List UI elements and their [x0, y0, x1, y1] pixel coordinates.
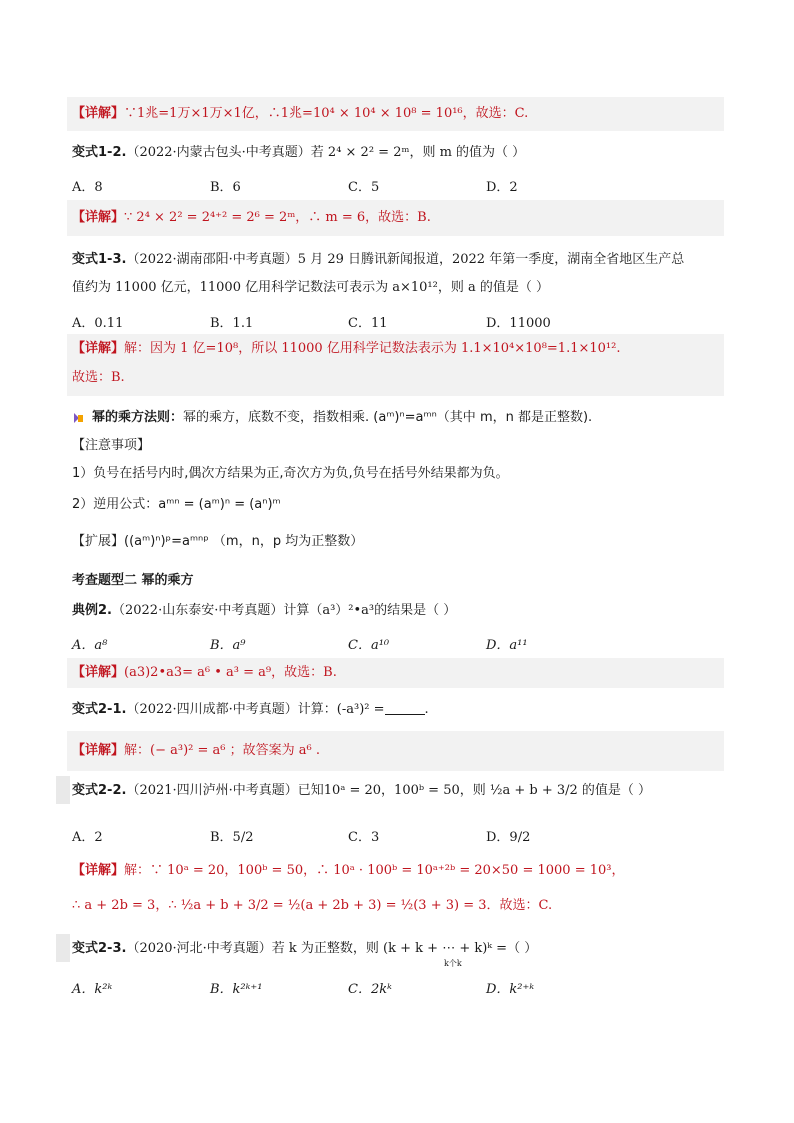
notice-item-2: 2）逆用公式：aᵐⁿ = (aᵐ)ⁿ = (aⁿ)ᵐ	[72, 497, 281, 512]
answer-block-3	[67, 334, 724, 396]
option-a: A．k²ᵏ	[72, 982, 113, 997]
rule-title: 幂的乘方法则：	[92, 410, 184, 425]
option-c: C．2kᵏ	[348, 982, 392, 997]
answer-line-6b: ∴ a + 2b = 3，∴ ½a + b + 3/2 = ½(a + 2b + 3) = ½(3 + 3) = 3．故选：C.	[72, 898, 553, 913]
question-text: （2021·四川泸州·中考真题）已知10ᵃ = 20，100ᵇ = 50，则 ½a + b + 3/2 的值是（ ）	[126, 783, 652, 798]
question-2-2	[72, 782, 724, 800]
answer-text: 解：因为 1 亿=10⁸，所以 11000 亿用科学记数法表示为 1.1×10⁴×10⁸=1.1×10¹².	[124, 341, 621, 356]
answer-text: 解：∵ 10ᵃ = 20，100ᵇ = 50，∴ 10ᵃ · 100ᵇ = 10ᵃ⁺²ᵇ = 20×50 = 1000 = 10³，	[124, 863, 625, 878]
answer-block-2	[67, 200, 724, 236]
answer-block-1	[67, 97, 724, 131]
answer-line-6	[72, 862, 724, 880]
question-1-3-line-2	[72, 279, 724, 297]
option-a: A．a⁸	[72, 638, 108, 653]
option-a: A．8	[72, 180, 103, 195]
answer-text: ∵1兆=1万×1万×1亿，∴1兆=10⁴ × 10⁴ × 10⁸ = 10¹⁶，故选：C.	[124, 106, 529, 121]
detail-tag: 【详解】	[72, 863, 125, 878]
option-a: A．0.11	[72, 316, 124, 331]
question-text: （2022·湖南邵阳·中考真题）5 月 29 日腾讯新闻报道，2022 年第一季度，湖南全省地区生产总	[126, 252, 685, 267]
side-marker	[56, 776, 70, 804]
option-d: D．11000	[486, 316, 551, 331]
answer-block-5	[67, 731, 724, 771]
notice-heading: 【注意事项】	[72, 438, 151, 453]
question-text: （2022·山东泰安·中考真题）计算（a³）²•a³的结果是（ ）	[111, 603, 457, 618]
question-1-2	[72, 144, 724, 162]
option-d: D．2	[486, 180, 518, 195]
question-text: 值约为 11000 亿元，11000 亿用科学记数法可表示为 a×10¹²，则 a 的值是（ ）	[72, 280, 549, 295]
option-b: B．5/2	[210, 830, 254, 845]
question-text: （2022·内蒙古包头·中考真题）若 2⁴ × 2² = 2ᵐ，则 m 的值为（ ）	[126, 145, 526, 160]
question-2-3	[72, 940, 724, 958]
underbrace-label: k个k	[444, 959, 462, 968]
rule-line	[74, 408, 726, 428]
option-c: C．5	[348, 180, 380, 195]
side-marker	[56, 934, 70, 962]
answer-text: 解：(− a³)² = a⁶ ；故答案为 a⁶ .	[124, 743, 320, 758]
detail-tag: 【详解】	[72, 665, 125, 680]
option-d: D．a¹¹	[486, 638, 528, 653]
answer-text: ∵ 2⁴ × 2² = 2⁴⁺² = 2⁶ = 2ᵐ，∴ m = 6，故选：B.	[124, 210, 431, 225]
option-b: B．k²ᵏ⁺¹	[210, 982, 263, 997]
option-a: A．2	[72, 830, 103, 845]
answer-text-2: 故选：B.	[72, 370, 125, 385]
question-number: 变式2-3.	[72, 941, 127, 956]
rule-text: 幂的乘方，底数不变，指数相乘. (aᵐ)ⁿ=aᵐⁿ（其中 m，n 都是正整数).	[183, 410, 593, 425]
option-d: D．k²⁺ᵏ	[486, 982, 535, 997]
detail-tag: 【详解】	[72, 106, 125, 121]
example-2	[72, 602, 724, 620]
option-c: C．a¹⁰	[348, 638, 390, 653]
question-2-1: 变式2-1.（2022·四川成都·中考真题）计算：(-a³)² = .	[72, 702, 429, 717]
detail-tag: 【详解】	[72, 210, 125, 225]
answer-block-4	[67, 658, 724, 688]
answer-text: (a3)2•a3= a⁶ • a³ = a⁹，故选：B.	[124, 665, 337, 680]
section-heading: 考查题型二 幂的乘方	[72, 573, 194, 588]
detail-tag: 【详解】	[72, 743, 125, 758]
question-number: 变式1-3.	[72, 252, 127, 267]
notice-item-1: 1）负号在括号内时,偶次方结果为正,奇次方为负,负号在括号外结果都为负。	[72, 466, 509, 481]
option-d: D．9/2	[486, 830, 531, 845]
detail-tag: 【详解】	[72, 341, 125, 356]
question-number: 变式2-2.	[72, 783, 127, 798]
option-b: B．a⁹	[210, 638, 246, 653]
question-1-3-line-1	[72, 251, 724, 269]
expand-line: 【扩展】((aᵐ)ⁿ)ᵖ=aᵐⁿᵖ （m，n，p 均为正整数）	[72, 534, 364, 549]
question-text: （2022·四川成都·中考真题）计算：(-a³)² =	[126, 702, 385, 717]
answer-blank	[385, 702, 425, 715]
option-c: C．11	[348, 316, 388, 331]
question-number: 变式2-1.	[72, 702, 127, 717]
diamond-bullet-icon	[74, 413, 82, 421]
question-number: 典例2.	[72, 603, 112, 618]
option-c: C．3	[348, 830, 380, 845]
option-b: B．6	[210, 180, 241, 195]
question-number: 变式1-2.	[72, 145, 127, 160]
option-b: B．1.1	[210, 316, 254, 331]
question-text: （2020·河北·中考真题）若 k 为正整数，则 (k + k + ⋯ + k)ᵏ =（ ）	[126, 941, 538, 956]
